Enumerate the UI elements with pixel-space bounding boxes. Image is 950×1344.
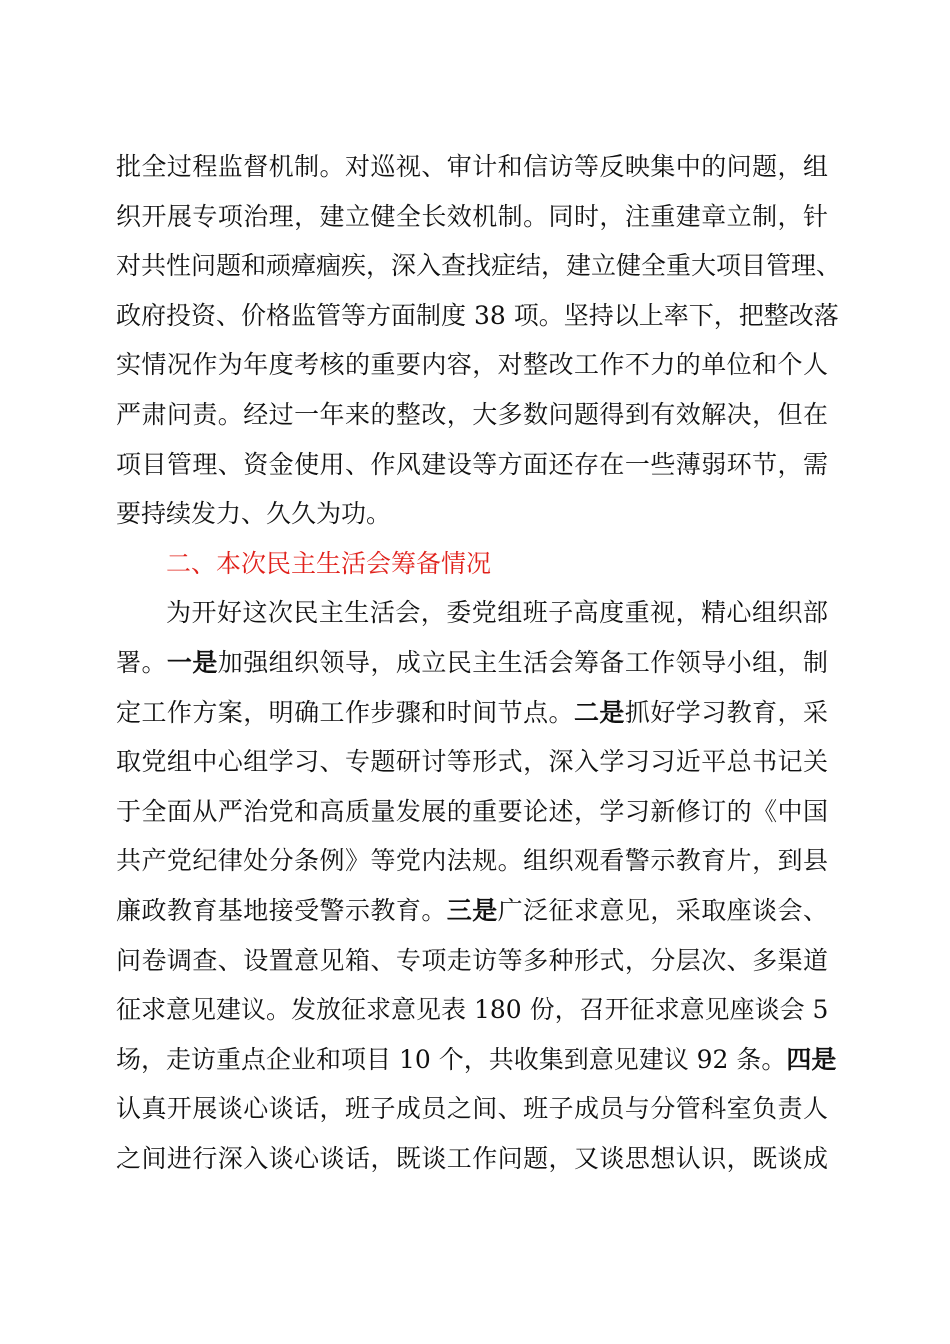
paragraph-2: [116, 588, 837, 1183]
text-line: 共产党纪律处分条例》等党内法规。组织观看警示教育片，到县: [116, 846, 828, 876]
text-line: 政府投资、价格监管等方面制度 38 项。坚持以上率下，把整改落: [116, 300, 839, 330]
text-line: [116, 688, 828, 738]
text-run: 定工作方案，明确工作步骤和时间节点。: [116, 697, 574, 727]
text-line: 征求意见建议。发放征求意见表 180 份，召开征求意见座谈会 5: [116, 995, 829, 1025]
text-run: 场，走访重点企业和项目 10 个，共收集到意见建议 92 条。: [116, 1044, 787, 1074]
text-line: 实情况作为年度考核的重要内容，对整改工作不力的单位和个人: [116, 350, 828, 380]
text-line: 之间进行深入谈心谈话，既谈工作问题，又谈思想认识，既谈成: [116, 1143, 828, 1173]
text-line: 问卷调查、设置意见箱、专项走访等多种形式，分层次、多渠道: [116, 945, 828, 975]
bold-marker: 四是: [786, 1044, 837, 1074]
text-line: 织开展专项治理，建立健全长效机制。同时，注重建章立制，针: [116, 201, 828, 231]
text-line: 认真开展谈心谈话，班子成员之间、班子成员与分管科室负责人: [116, 1094, 828, 1124]
text-run: 署。: [116, 647, 167, 677]
bold-marker: 三是: [446, 895, 498, 925]
text-line: [116, 638, 828, 688]
text-line: [116, 1035, 837, 1085]
text-line: 要持续发力、久久为功。: [116, 499, 392, 529]
text-run: 廉政教育基地接受警示教育。: [116, 895, 447, 925]
text-line: 对共性问题和顽瘴痼疾，深入查找症结，建立健全重大项目管理、: [116, 251, 842, 281]
text-run: 抓好学习教育，采: [624, 697, 828, 727]
text-line: 于全面从严治党和高质量发展的重要论述，学习新修订的《中国: [116, 796, 828, 826]
text-line: 严肃问责。经过一年来的整改，大多数问题得到有效解决，但在: [116, 399, 828, 429]
text-run: 广泛征求意见，采取座谈会、: [497, 895, 828, 925]
text-line: 批全过程监督机制。对巡视、审计和信访等反映集中的问题，组: [116, 152, 828, 181]
text-run: 加强组织领导，成立民主生活会筹备工作领导小组，制: [217, 647, 828, 677]
bold-marker: 二是: [573, 697, 625, 727]
text-line: [116, 886, 828, 936]
bold-marker: 一是: [166, 647, 218, 677]
section-heading: 二、本次民主生活会筹备情况: [166, 548, 492, 578]
text-line: 为开好这次民主生活会，委党组班子高度重视，精心组织部: [166, 598, 828, 628]
text-line: 项目管理、资金使用、作风建设等方面还存在一些薄弱环节，需: [116, 449, 828, 479]
document-body: [116, 142, 842, 1183]
text-line: 取党组中心组学习、专题研讨等形式，深入学习习近平总书记关: [116, 747, 828, 777]
paragraph-1: [116, 142, 842, 539]
